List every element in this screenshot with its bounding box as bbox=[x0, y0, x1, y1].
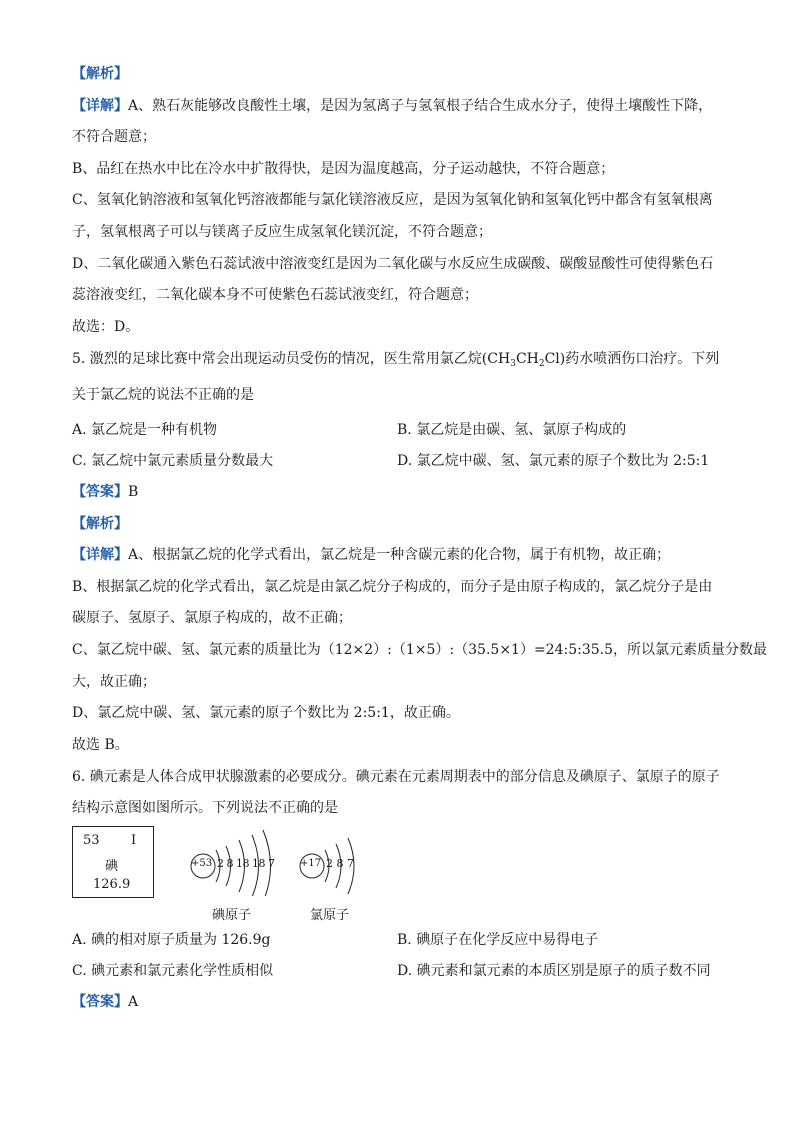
q5-option-d: D. 氯乙烷中碳、氢、氯元素的原子个数比为 2:5:1 bbox=[397, 453, 710, 469]
q5-detail-b1: B、根据氯乙烷的化学式看出，氯乙烷是由氯乙烷分子构成的，而分子是由原子构成的，氯乙烷分子是由 bbox=[72, 579, 713, 595]
q6-option-b: B. 碘原子在化学反应中易得电子 bbox=[397, 932, 599, 948]
text: CH bbox=[487, 351, 511, 367]
q6-answer bbox=[72, 992, 138, 1012]
atom-diagram bbox=[72, 826, 372, 926]
text: 2 bbox=[538, 359, 545, 369]
text: )药水喷洒伤口治疗。下列 bbox=[559, 351, 720, 367]
detail-line-c1: C、氢氧化钠溶液和氢氧化钙溶液都能与氯化镁溶液反应，是因为氢氧化钠和氢氧化钙中都含有氢氧根离 bbox=[72, 192, 713, 208]
atomic-number: 53 bbox=[83, 833, 100, 848]
q5-detail-d1: D、氯乙烷中碳、氢、氯元素的原子个数比为 2:5:1，故正确。 bbox=[72, 705, 460, 721]
text: Cl bbox=[544, 351, 560, 367]
q5-stem-line1 bbox=[72, 349, 719, 374]
detail-line-b1: B、品红在热水中比在冷水中扩散得快，是因为温度越高，分子运动越快，不符合题意； bbox=[72, 161, 615, 177]
text: 3 bbox=[510, 359, 516, 369]
text: CH bbox=[515, 351, 539, 367]
answer-tag: 【答案】 bbox=[72, 484, 128, 500]
q6-option-c: C. 碘元素和氯元素化学性质相似 bbox=[72, 963, 274, 979]
text: 5. 激烈的足球比赛中常会出现运动员受伤的情况，医生常用氯乙烷( bbox=[72, 351, 488, 367]
q5-detail-b2: 碳原子、氢原子、氯原子构成的，故不正确； bbox=[72, 610, 352, 626]
chlorine-atom-label: 氯原子 bbox=[310, 908, 350, 923]
answer-tag: 【答案】 bbox=[72, 994, 128, 1010]
iodine-nucleus-charge: +53 bbox=[191, 858, 213, 869]
text: A、根据氯乙烷的化学式看出，氯乙烷是一种含碳元素的化合物，属于有机物，故正确； bbox=[128, 547, 671, 563]
atomic-mass: 126.9 bbox=[93, 877, 131, 892]
detail-line-d2: 蕊溶液变红，二氧化碳本身不可使紫色石蕊试液变红，符合题意； bbox=[72, 287, 478, 303]
iodine-atom-label: 碘原子 bbox=[212, 908, 252, 923]
q5-answer-line: 故选 B。 bbox=[72, 737, 129, 753]
text: A、熟石灰能够改良酸性土壤，是因为氢离子与氢氧根子结合生成水分子，使得土壤酸性下降， bbox=[128, 98, 713, 114]
detail-line-a1 bbox=[72, 96, 712, 116]
detail-line-a2: 不符合题意； bbox=[72, 129, 156, 145]
q5-detail-c2: 大，故正确； bbox=[72, 674, 156, 690]
q6-option-a: A. 碘的相对原子质量为 126.9g bbox=[72, 932, 271, 948]
q5-option-c: C. 氯乙烷中氯元素质量分数最大 bbox=[72, 453, 274, 469]
q5-stem-line2: 关于氯乙烷的说法不正确的是 bbox=[72, 387, 254, 403]
q5-detail-c1: C、氯乙烷中碳、氢、氯元素的质量比为（12×2）:（1×5）:（35.5×1）=24:5:35.5，所以氯元素质量分数最 bbox=[72, 642, 768, 658]
chloroethane-formula bbox=[487, 351, 560, 367]
answer-value: B bbox=[128, 484, 139, 500]
chlorine-nucleus-charge: +17 bbox=[300, 858, 322, 869]
q5-option-a: A. 氯乙烷是一种有机物 bbox=[72, 422, 218, 438]
periodic-table-cell bbox=[72, 826, 154, 898]
q6-option-d: D. 碘元素和氯元素的本质区别是原子的质子数不同 bbox=[397, 963, 711, 979]
answer-line: 故选：D。 bbox=[72, 319, 140, 335]
detail-tag: 【详解】 bbox=[72, 547, 128, 563]
detail-tag: 【详解】 bbox=[72, 98, 128, 114]
q5-answer bbox=[72, 482, 138, 502]
q6-stem-line2: 结构示意图如图所示。下列说法不正确的是 bbox=[72, 800, 338, 816]
detail-line-c2: 子，氢氧根离子可以与镁离子反应生成氢氧化镁沉淀，不符合题意； bbox=[72, 224, 492, 240]
q5-detail-a1 bbox=[72, 545, 670, 565]
analysis-heading: 【解析】 bbox=[72, 66, 128, 82]
q5-option-b: B. 氯乙烷是由碳、氢、氯原子构成的 bbox=[397, 422, 627, 438]
q5-analysis-heading: 【解析】 bbox=[72, 516, 128, 532]
q6-stem-line1: 6. 碘元素是人体合成甲状腺激素的必要成分。碘元素在元素周期表中的部分信息及碘原子、氯原子的原子 bbox=[72, 769, 720, 785]
chlorine-electron-config: 2 8 7 bbox=[326, 857, 354, 870]
element-name: 碘 bbox=[105, 859, 119, 874]
iodine-electron-config: 2 8 18 18 7 bbox=[217, 857, 275, 870]
answer-value: A bbox=[128, 994, 139, 1010]
detail-line-d1: D、二氧化碳通入紫色石蕊试液中溶液变红是因为二氧化碳与水反应生成碳酸、碳酸显酸性可使得紫色石 bbox=[72, 256, 714, 272]
element-symbol: I bbox=[131, 833, 137, 848]
